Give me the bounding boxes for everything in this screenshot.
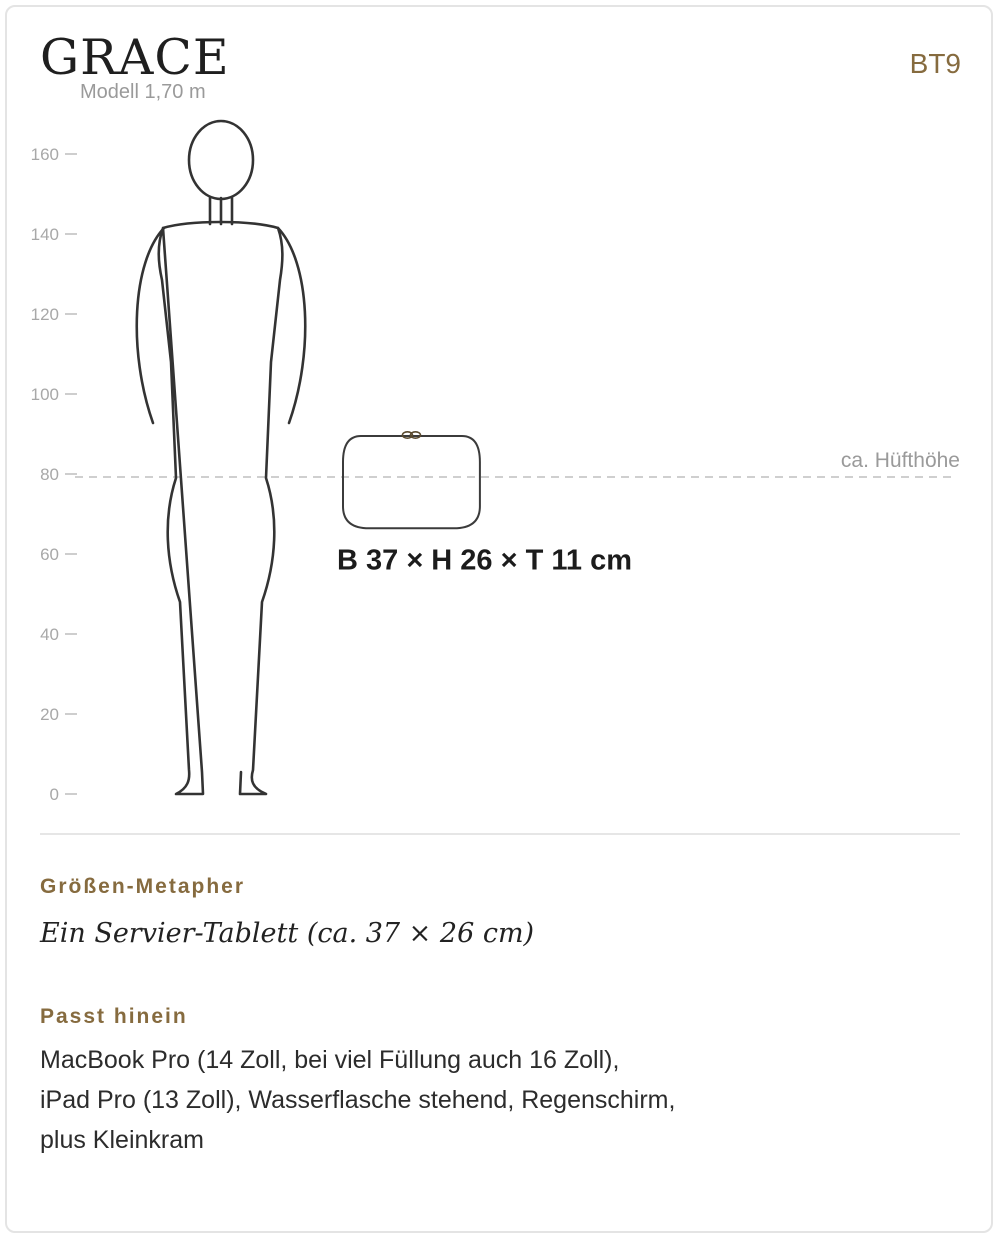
fits-line: MacBook Pro (14 Zoll, bei viel Füllung auch 16 Zoll), [40,1046,620,1074]
fits-list [40,1040,675,1160]
scale-tick-label: 80 [40,465,59,484]
scale-tick-label: 100 [30,385,59,404]
product-title: GRACE [40,29,230,86]
hip-height-label: ca. Hüfthöhe [840,449,960,472]
model-height-caption: Modell 1,70 m [80,81,206,103]
scale-tick-label: 0 [49,785,59,804]
head-outline [189,121,253,199]
metaphor-heading: Größen-Metapher [40,875,246,898]
scale-tick-label: 40 [40,625,59,644]
scale-tick-label: 140 [30,225,59,244]
section-divider [40,833,960,835]
bag-outline [343,436,480,528]
bag-dimensions-label: B 37 × H 26 × T 11 cm [337,544,633,577]
scale-tick-label: 160 [30,145,59,164]
handbag-outline-icon [343,432,480,529]
body-outline [159,222,283,794]
human-silhouette-icon [137,121,305,794]
height-scale [31,145,77,804]
metaphor-text: Ein Servier-Tablett (ca. 37 × 26 cm) [40,918,535,949]
scale-tick-label: 20 [40,705,59,724]
fits-line: plus Kleinkram [40,1126,204,1154]
fits-line: iPad Pro (13 Zoll), Wasserflasche stehend, Regenschirm, [40,1086,676,1114]
product-code: BT9 [909,48,961,79]
fits-heading: Passt hinein [40,1005,188,1028]
scale-tick-label: 60 [40,545,59,564]
scale-tick-label: 120 [30,305,59,324]
neck-outline [210,198,232,224]
